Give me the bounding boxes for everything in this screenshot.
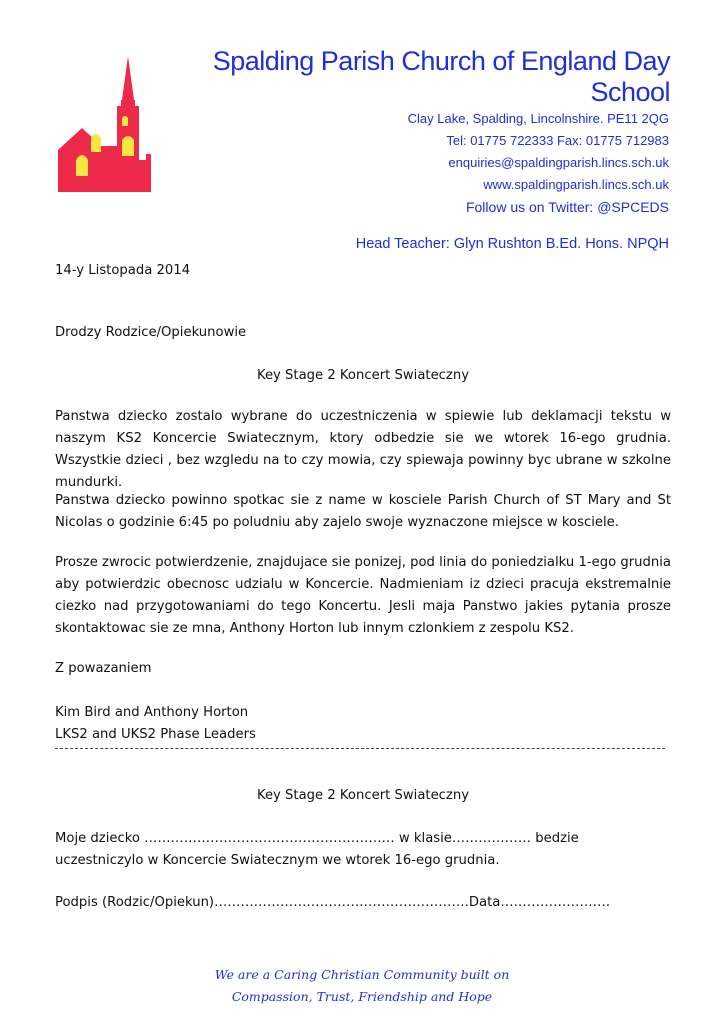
signature-block [55,702,671,746]
twitter-handle: Follow us on Twitter: @SPCEDS [465,199,669,215]
email-address: enquiries@spaldingparish.lincs.sch.uk [448,155,669,170]
phone-fax: Tel: 01775 722333 Fax: 01775 712983 [446,133,669,148]
letter-heading: Key Stage 2 Koncert Swiateczny [256,368,470,383]
paragraph-3: Prosze zwrocic potwierdzenie, znajdujace sie ponizej, pod linia do poniedzialku 1-ego grudnia aby potwierdzic obecnosc udzialu w Koncercie. Nadmieniam iz dzieci pracuja ekstremalnie ciezko nad przygotowaniami do tego Koncertu. Jesli maja Panstwo jakies pytania prosze skontaktowac sie ze mna, Anthony Horton lub innym czlonkiem z zespolu KS2. [55,555,671,636]
website-link: www.spaldingparish.lincs.sch.uk [483,177,669,192]
signature-date-line: Podpis (Rodzic/Opiekun)………………………………………………….Data……………………. [55,895,611,910]
contact-block [408,108,669,218]
cut-line [55,748,665,749]
head-teacher: Head Teacher: Glyn Rushton B.Ed. Hons. NPQH [355,236,669,252]
school-motto [0,964,724,1008]
participation-line: uczestniczylo w Koncercie Swiatecznym we wtorek 16-ego grudnia. [55,853,500,868]
signer-names: Kim Bird and Anthony Horton [55,705,249,720]
church-logo-icon [58,56,158,196]
paragraph-1: Panstwa dziecko zostalo wybrane do uczestniczenia w spiewie lub deklamacji tekstu w naszym KS2 Koncercie Swiatecznym, ktory odbedzie sie we wtorek 16-ego grudnia. Wszystkie dzieci , bez wzgledu na to czy mowia, czy spiewaja powinny byc ubrane w szkolne mundurki. [55,409,671,490]
letter-date: 14-y Listopada 2014 [55,263,191,278]
signer-roles: LKS2 and UKS2 Phase Leaders [55,727,256,742]
salutation: Drodzy Rodzice/Opiekunowie [55,325,247,340]
motto-line-1: We are a Caring Christian Community built on [214,967,510,982]
reply-slip [55,828,671,872]
closing: Z powazaniem [55,661,152,676]
paragraph-2: Panstwa dziecko powinno spotkac sie z name w kosciele Parish Church of ST Mary and St Nicolas o godzinie 6:45 po poludniu aby zajelo swoje wyznaczone miejsce w kosciele. [55,493,671,530]
signature-row [55,892,671,914]
motto-line-2: Compassion, Trust, Friendship and Hope [231,989,493,1004]
school-name: Spalding Parish Church of England Day School [212,46,670,107]
school-address: Clay Lake, Spalding, Lincolnshire. PE11 2QG [407,111,669,126]
slip-heading: Key Stage 2 Koncert Swiateczny [256,788,470,803]
child-class-line: Moje dziecko ………………………………………………… w klasie……………… bedzie [55,831,579,846]
